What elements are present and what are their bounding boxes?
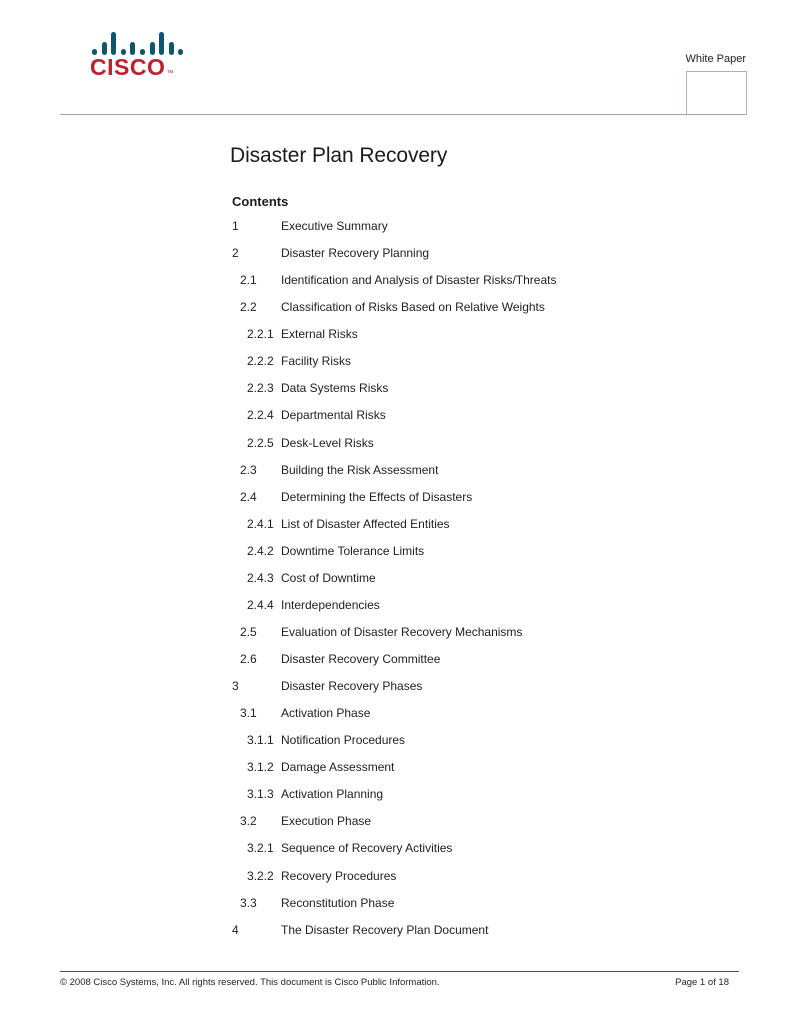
toc-number: 2.4 xyxy=(240,489,257,504)
table-of-contents xyxy=(232,213,732,944)
toc-label: Departmental Risks xyxy=(281,408,386,423)
toc-row xyxy=(232,808,732,835)
toc-row xyxy=(232,294,732,321)
toc-row xyxy=(232,213,732,240)
toc-label: Executive Summary xyxy=(281,219,388,233)
logo-bar xyxy=(111,32,116,55)
toc-number: 3.3 xyxy=(240,895,257,910)
trademark-symbol: ™ xyxy=(166,70,174,77)
toc-number: 1 xyxy=(232,219,239,233)
toc-label: Interdependencies xyxy=(281,597,380,612)
toc-label: Activation Planning xyxy=(281,787,384,802)
toc-number: 2.3 xyxy=(240,462,257,477)
header-rule xyxy=(60,114,746,115)
toc-label: Building the Risk Assessment xyxy=(281,462,439,477)
toc-row xyxy=(232,511,732,538)
toc-row xyxy=(232,917,732,944)
toc-row xyxy=(232,402,732,429)
toc-number: 4 xyxy=(232,922,239,937)
toc-label: External Risks xyxy=(281,327,358,342)
toc-number: 2.4.2 xyxy=(247,543,274,558)
toc-number: 3.1.1 xyxy=(247,733,274,748)
toc-number: 3.2.2 xyxy=(247,868,274,883)
toc-row xyxy=(232,835,732,862)
toc-label: Downtime Tolerance Limits xyxy=(281,543,425,558)
toc-label: Disaster Recovery Planning xyxy=(281,246,430,261)
toc-number: 2.1 xyxy=(240,273,257,288)
toc-number: 2.4.1 xyxy=(247,516,274,531)
toc-number: 2.2.5 xyxy=(247,435,274,450)
toc-label: Desk-Level Risks xyxy=(281,435,374,450)
toc-number: 3 xyxy=(232,679,239,694)
toc-row xyxy=(232,538,732,565)
toc-label: Execution Phase xyxy=(281,814,372,829)
toc-label: Cost of Downtime xyxy=(281,570,376,585)
toc-label: The Disaster Recovery Plan Document xyxy=(281,922,489,937)
page-title: Disaster Plan Recovery xyxy=(230,144,448,167)
toc-row xyxy=(232,646,732,673)
toc-row xyxy=(232,267,732,294)
toc-number: 2 xyxy=(232,246,239,261)
toc-label: Reconstitution Phase xyxy=(281,895,395,910)
header-corner-box xyxy=(686,71,747,115)
toc-number: 2.4.4 xyxy=(247,597,274,612)
toc-row xyxy=(232,890,732,917)
toc-row xyxy=(232,457,732,484)
toc-label: Identification and Analysis of Disaster Risks/Threats xyxy=(281,273,557,288)
toc-label: Disaster Recovery Phases xyxy=(281,679,423,694)
toc-label: Disaster Recovery Committee xyxy=(281,652,441,666)
toc-row xyxy=(232,863,732,890)
toc-number: 2.2.4 xyxy=(247,408,274,423)
toc-number: 2.2 xyxy=(240,300,257,315)
toc-row xyxy=(232,727,732,754)
toc-row xyxy=(232,240,732,267)
toc-label: Determining the Effects of Disasters xyxy=(281,489,473,504)
toc-label: Data Systems Risks xyxy=(281,381,389,396)
page-number: Page 1 of 18 xyxy=(675,977,729,988)
toc-row xyxy=(232,700,732,727)
toc-row xyxy=(232,348,732,375)
toc-label: Recovery Procedures xyxy=(281,868,397,883)
toc-row xyxy=(232,375,732,402)
cisco-wordmark-text: CISCO xyxy=(90,54,166,80)
toc-row xyxy=(232,781,732,808)
toc-number: 3.1.3 xyxy=(247,787,274,802)
toc-label: Activation Phase xyxy=(281,706,371,721)
toc-number: 2.2.3 xyxy=(247,381,274,396)
logo-bar xyxy=(159,32,164,55)
toc-number: 3.2 xyxy=(240,814,257,829)
toc-label: Sequence of Recovery Activities xyxy=(281,841,453,856)
toc-label: Evaluation of Disaster Recovery Mechanisms xyxy=(281,624,523,639)
logo-bar xyxy=(178,49,183,55)
toc-label: Notification Procedures xyxy=(281,733,406,748)
cisco-bridge-bars-icon xyxy=(92,31,200,55)
toc-row xyxy=(232,592,732,619)
toc-number: 2.2.1 xyxy=(247,327,274,342)
toc-number: 2.4.3 xyxy=(247,570,274,585)
footer-rule xyxy=(60,971,739,972)
cisco-logo xyxy=(90,31,200,79)
toc-number: 3.1.2 xyxy=(247,760,274,775)
white-paper-label: White Paper xyxy=(685,53,746,65)
toc-label: Damage Assessment xyxy=(281,760,395,775)
toc-row xyxy=(232,430,732,457)
toc-number: 2.5 xyxy=(240,624,257,639)
toc-number: 2.6 xyxy=(240,652,257,666)
toc-row xyxy=(232,673,732,700)
toc-row xyxy=(232,565,732,592)
cisco-wordmark xyxy=(90,56,200,79)
toc-row xyxy=(232,754,732,781)
copyright-text: © 2008 Cisco Systems, Inc. All rights reserved. This document is Cisco Public Information. xyxy=(60,977,440,988)
toc-row xyxy=(232,321,732,348)
logo-bar xyxy=(169,42,174,55)
toc-label: Facility Risks xyxy=(281,354,352,369)
toc-number: 3.2.1 xyxy=(247,841,274,856)
toc-row xyxy=(232,619,732,646)
toc-label: Classification of Risks Based on Relative Weights xyxy=(281,300,545,315)
contents-heading: Contents xyxy=(232,194,289,209)
toc-label: List of Disaster Affected Entities xyxy=(281,516,450,531)
toc-number: 2.2.2 xyxy=(247,354,274,369)
toc-row xyxy=(232,484,732,511)
toc-number: 3.1 xyxy=(240,706,257,721)
